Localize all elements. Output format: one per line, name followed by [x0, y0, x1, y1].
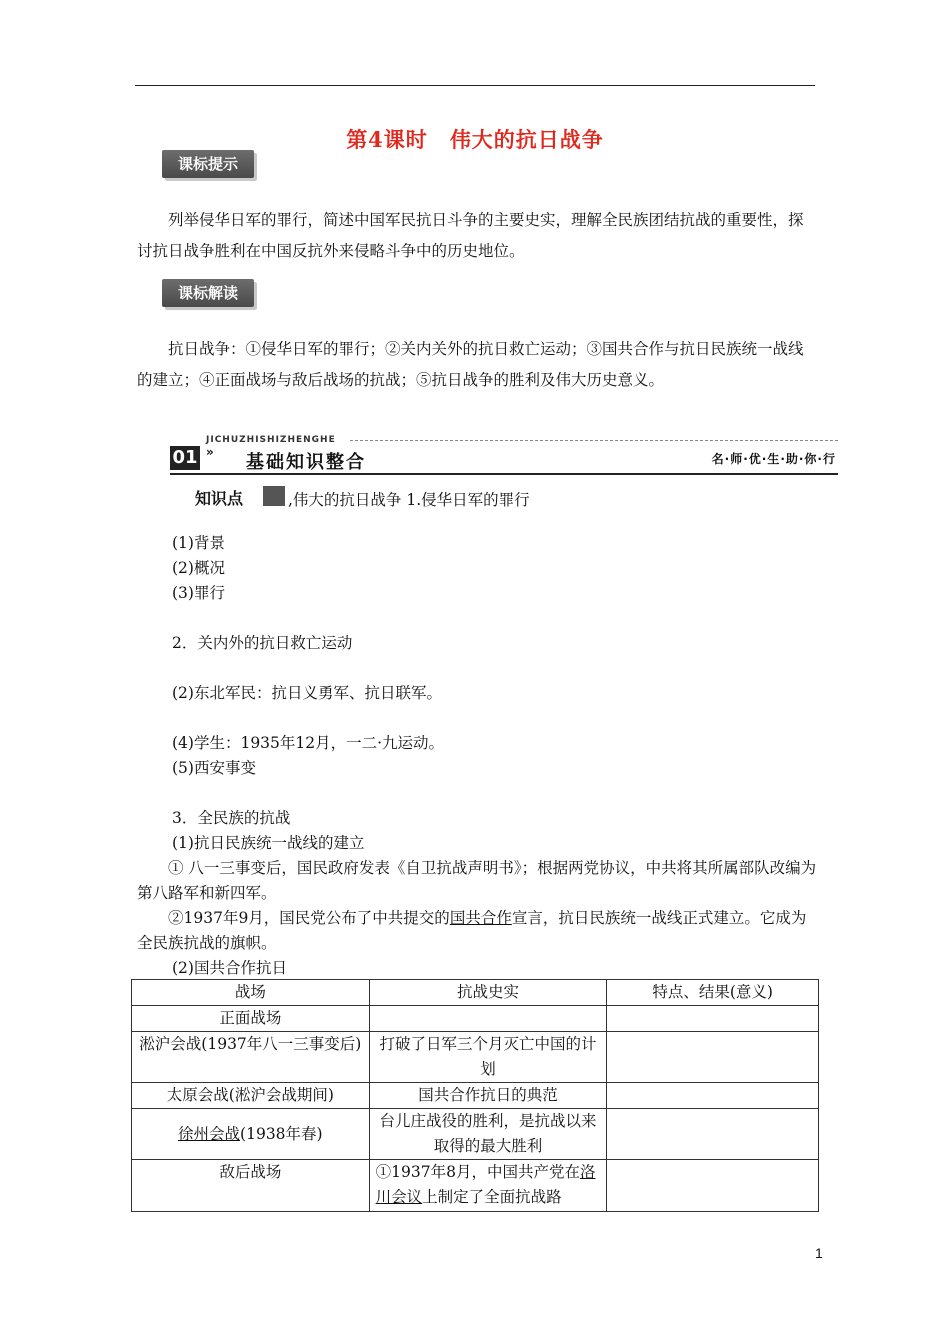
table-header: 抗战史实 [369, 980, 607, 1006]
table-header-row [132, 980, 819, 1006]
line-xian: (5)西安事变 [172, 759, 256, 777]
table-row [132, 1160, 819, 1212]
line-united-front: (1)抗日民族统一战线的建立 [172, 834, 365, 852]
section-tagline: 名·师·优·生·助·你·行 [711, 452, 836, 466]
table-row [132, 1006, 819, 1032]
knowledge-point-box-icon [263, 486, 285, 506]
page-title [0, 124, 950, 154]
table-header: 战场 [132, 980, 370, 1006]
battle-table [131, 979, 819, 1212]
table-cell: 正面战场 [132, 1006, 370, 1032]
table-cell [369, 1160, 607, 1212]
xuzhou-date: (1938年春) [240, 1124, 323, 1143]
badge-interpret: 课标解读 [162, 279, 254, 307]
xuzhou-underlined: 徐州会战 [178, 1124, 241, 1143]
section-title: 基础知识整合 [246, 452, 366, 473]
line-crimes: (3)罪行 [172, 584, 225, 602]
table-cell: 国共合作抗日的典范 [369, 1083, 607, 1109]
section-pinyin: JICHUZHISHIZHENGHE [206, 435, 336, 445]
paragraph-declaration: ① 八一三事变后，国民政府发表《自卫抗战声明书》；根据两党协议，中共将其所属部队改编为第八路军和新四军。 [137, 859, 817, 902]
table-cell [607, 1109, 819, 1160]
table-row [132, 1083, 819, 1109]
table-cell [607, 1006, 819, 1032]
table-cell [369, 1006, 607, 1032]
table-cell: 淞沪会战(1937年八一三事变后) [132, 1032, 370, 1083]
paragraph-cooperation [137, 906, 817, 956]
table-cell: 敌后战场 [132, 1160, 370, 1212]
luochuan-text-b: 上制定了全面抗战路 [422, 1188, 562, 1206]
table-cell [607, 1160, 819, 1212]
hint-paragraph: 列举侵华日军的罪行，简述中国军民抗日斗争的主要史实，理解全民族团结抗战的重要性，探讨抗日战争胜利在中国反抗外来侵略斗争中的历史地位。 [137, 211, 804, 260]
knowledge-point-label: 知识点 [195, 489, 244, 508]
line-background: (1)背景 [172, 534, 225, 552]
table-cell [607, 1032, 819, 1083]
table-row [132, 1032, 819, 1083]
line-northeast: (2)东北军民：抗日义勇军、抗日联军。 [172, 684, 442, 702]
luochuan-text-a: ①1937年8月，中国共产党在 [375, 1163, 580, 1181]
table-cell: 打破了日军三个月灭亡中国的计划 [369, 1032, 607, 1083]
heading-movement: 2．关内外的抗日救亡运动 [172, 634, 353, 652]
line-students: (4)学生：1935年12月，一二·九运动。 [172, 734, 445, 752]
table-row [132, 1109, 819, 1160]
heading-national-war: 3．全民族的抗战 [172, 809, 291, 827]
cooperation-text-b: 宣言，抗日民族统一战线正式建立。它成为全民族抗战的旗帜。 [137, 909, 807, 952]
line-overview: (2)概况 [172, 559, 225, 577]
section-number: 01 [170, 446, 200, 470]
cooperation-text-a: ②1937年9月，国民党公布了中共提交的 [168, 909, 450, 927]
section-arrow-icon: » [206, 445, 214, 459]
top-rule [135, 85, 815, 86]
section-header [170, 432, 838, 480]
table-header: 特点、结果(意义) [607, 980, 819, 1006]
lesson-topic: 伟大的抗日战争 [449, 127, 604, 152]
badge-hint: 课标提示 [162, 150, 254, 178]
table-cell: 太原会战(淞沪会战期间) [132, 1083, 370, 1109]
line-kmt-cpc: (2)国共合作抗日 [172, 959, 287, 977]
luochuan-underlined: 洛川会议 [375, 1163, 596, 1206]
knowledge-point-text: ,伟大的抗日战争 1.侵华日军的罪行 [288, 491, 530, 509]
lesson-number: 第4课时 [346, 127, 428, 152]
table-cell [607, 1083, 819, 1109]
table-cell [132, 1109, 370, 1160]
cooperation-underlined: 国共合作 [449, 909, 512, 927]
section-rule [170, 473, 838, 475]
section-dash-line [350, 440, 838, 441]
table-cell: 台儿庄战役的胜利，是抗战以来取得的最大胜利 [369, 1109, 607, 1160]
interpret-paragraph: 抗日战争：①侵华日军的罪行；②关内关外的抗日救亡运动；③国共合作与抗日民族统一战线的建立；④正面战场与敌后战场的抗战；⑤抗日战争的胜利及伟大历史意义。 [137, 340, 804, 389]
page-number: 1 [815, 1245, 823, 1261]
